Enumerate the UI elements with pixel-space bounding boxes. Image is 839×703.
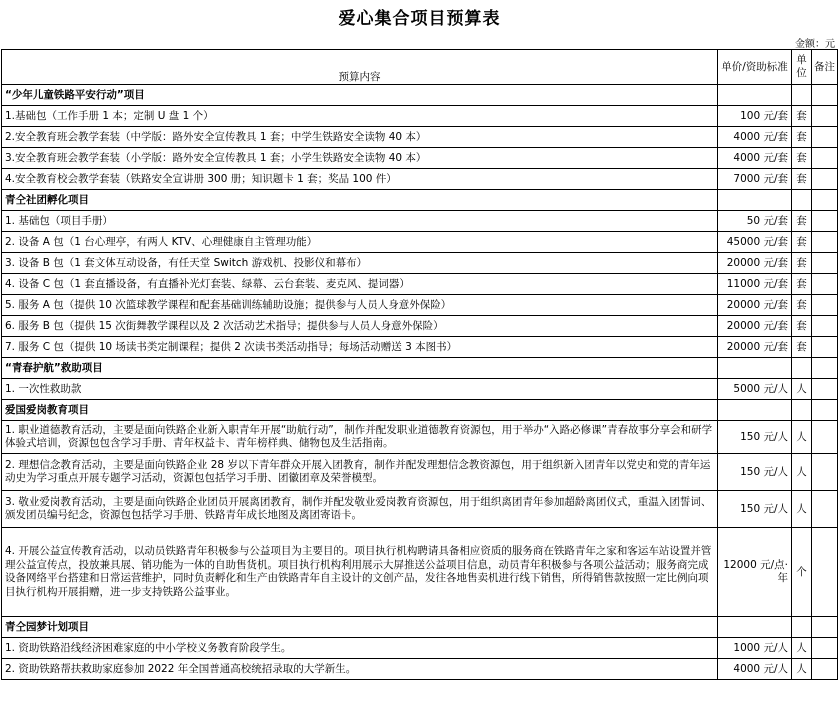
item-description: 2. 资助铁路帮扶救助家庭参加 2022 年全国普通高校统招录取的大学新生。 xyxy=(2,659,718,680)
table-row xyxy=(2,148,838,169)
item-price: 20000 元/套 xyxy=(718,316,792,337)
section-title: 青仝社团孵化项目 xyxy=(2,190,718,211)
item-remark xyxy=(812,638,838,659)
section-row xyxy=(2,617,838,638)
section-row xyxy=(2,85,838,106)
table-row xyxy=(2,106,838,127)
item-unit: 套 xyxy=(792,337,812,358)
item-description: 4.安全教育校会教学套装（铁路安全宣讲册 300 册；知识题卡 1 套；奖品 100 件） xyxy=(2,169,718,190)
item-description: 1.基础包（工作手册 1 本；定制 U 盘 1 个） xyxy=(2,106,718,127)
item-remark xyxy=(812,274,838,295)
item-price: 5000 元/人 xyxy=(718,379,792,400)
document-title: 爱心集合项目预算表 xyxy=(338,9,501,29)
table-row xyxy=(2,253,838,274)
item-price: 150 元/人 xyxy=(718,491,792,528)
item-remark xyxy=(812,454,838,491)
item-price: 150 元/人 xyxy=(718,421,792,454)
table-row xyxy=(2,316,838,337)
item-unit: 套 xyxy=(792,106,812,127)
item-unit: 人 xyxy=(792,638,812,659)
item-remark xyxy=(812,127,838,148)
item-unit: 套 xyxy=(792,127,812,148)
table-header-row xyxy=(2,50,838,85)
item-remark xyxy=(812,659,838,680)
item-remark xyxy=(812,400,838,421)
item-remark xyxy=(812,232,838,253)
item-price: 45000 元/套 xyxy=(718,232,792,253)
item-remark xyxy=(812,491,838,528)
item-description: 3. 敬业爱岗教育活动，主要是面向铁路企业团员开展离团教育，制作并配发敬业爱岗教育资源包，用于组织离团青年参加超龄离团仪式，重温入团誓词、颁发团员编号纪念，资源包包括学习手册、铁路青年成长地图及离团寄语卡。 xyxy=(2,491,718,528)
item-unit: 套 xyxy=(792,169,812,190)
item-unit xyxy=(792,617,812,638)
item-description: 1. 职业道德教育活动，主要是面向铁路企业新入职青年开展“助航行动”，制作并配发职业道德教育资源包，用于举办“入路必修课”青春故事分享会和研学体验式培训，资源包包含学习手册、青年权益卡、青年榜样典、储物包及生活指南。 xyxy=(2,421,718,454)
item-description: 7. 服务 C 包（提供 10 场读书类定制课程；提供 2 次读书类活动指导；每场活动赠送 3 本图书） xyxy=(2,337,718,358)
item-price: 7000 元/套 xyxy=(718,169,792,190)
item-remark xyxy=(812,528,838,617)
table-row xyxy=(2,491,838,528)
item-remark xyxy=(812,148,838,169)
item-price: 11000 元/套 xyxy=(718,274,792,295)
item-price: 4000 元/套 xyxy=(718,127,792,148)
item-remark xyxy=(812,253,838,274)
item-unit xyxy=(792,400,812,421)
table-row xyxy=(2,659,838,680)
header-price: 单价/资助标准 xyxy=(718,50,792,85)
item-remark xyxy=(812,358,838,379)
item-price: 1000 元/人 xyxy=(718,638,792,659)
item-unit: 人 xyxy=(792,379,812,400)
item-description: 4. 开展公益宣传教育活动，以动员铁路青年积极参与公益项目为主要目的。项目执行机构聘请具备相应资质的服务商在铁路青年之家和客运车站设置并管理公益宣传点，投放兼具展、销功能为一体的自助售货机。项目执行机构利用展示大屏推送公益项目信息，动员青年积极参与各项公益活动；服务商完成设备网络平台搭建和日常运营维护，同时负责孵化和生产由铁路青年自主设计的文创产品，发往各地售卖机进行线下销售，所得销售款按照一定比例向项目执行机构开展捐赠，进一步支持铁路公益事业。 xyxy=(2,528,718,617)
table-row xyxy=(2,211,838,232)
item-price: 20000 元/套 xyxy=(718,253,792,274)
table-row xyxy=(2,454,838,491)
amount-unit-label: 金额：元 xyxy=(795,39,835,50)
item-remark xyxy=(812,295,838,316)
item-unit: 人 xyxy=(792,659,812,680)
item-unit: 人 xyxy=(792,421,812,454)
item-description: 1. 资助铁路沿线经济困难家庭的中小学校义务教育阶段学生。 xyxy=(2,638,718,659)
item-unit: 套 xyxy=(792,274,812,295)
table-row xyxy=(2,528,838,617)
item-price xyxy=(718,617,792,638)
table-row xyxy=(2,337,838,358)
item-unit: 个 xyxy=(792,528,812,617)
item-price xyxy=(718,85,792,106)
item-description: 1. 一次性救助款 xyxy=(2,379,718,400)
item-unit: 人 xyxy=(792,491,812,528)
budget-table xyxy=(1,49,838,680)
item-description: 2.安全教育班会教学套装（中学版：路外安全宣传教具 1 套；中学生铁路安全读物 40 本） xyxy=(2,127,718,148)
item-price: 20000 元/套 xyxy=(718,295,792,316)
item-unit: 套 xyxy=(792,211,812,232)
table-row xyxy=(2,421,838,454)
item-remark xyxy=(812,316,838,337)
budget-table-body xyxy=(2,50,838,680)
item-remark xyxy=(812,421,838,454)
item-remark xyxy=(812,190,838,211)
item-unit: 套 xyxy=(792,253,812,274)
item-remark xyxy=(812,85,838,106)
section-row xyxy=(2,358,838,379)
section-title: 青仝园梦计划项目 xyxy=(2,617,718,638)
section-title: “青春护航”救助项目 xyxy=(2,358,718,379)
table-row xyxy=(2,127,838,148)
item-remark xyxy=(812,379,838,400)
header-unit: 单位 xyxy=(792,50,812,85)
item-unit xyxy=(792,190,812,211)
item-price xyxy=(718,400,792,421)
item-remark xyxy=(812,169,838,190)
header-remark: 备注 xyxy=(812,50,838,85)
item-unit: 套 xyxy=(792,148,812,169)
item-price: 4000 元/套 xyxy=(718,148,792,169)
item-price: 4000 元/人 xyxy=(718,659,792,680)
item-description: 1. 基础包（项目手册） xyxy=(2,211,718,232)
item-description: 4. 设备 C 包（1 套直播设备，有直播补光灯套装、绿幕、云台套装、麦克风、提词器） xyxy=(2,274,718,295)
table-row xyxy=(2,295,838,316)
section-row xyxy=(2,400,838,421)
item-description: 3. 设备 B 包（1 套文体互动设备，有任天堂 Switch 游戏机、投影仪和幕布） xyxy=(2,253,718,274)
item-price: 100 元/套 xyxy=(718,106,792,127)
item-description: 3.安全教育班会教学套装（小学版：路外安全宣传教具 1 套；小学生铁路安全读物 40 本） xyxy=(2,148,718,169)
item-description: 6. 服务 B 包（提供 15 次街舞教学课程以及 2 次活动艺术指导；提供参与人员人身意外保险） xyxy=(2,316,718,337)
item-description: 2. 理想信念教育活动，主要是面向铁路企业 28 岁以下青年群众开展入团教育，制作并配发理想信念教资源包，用于组织新入团青年以党史和党的青年运动史为学习重点开展专题学习活动，资源包包括学习手册、团徽团章及荣誉模型。 xyxy=(2,454,718,491)
table-row xyxy=(2,638,838,659)
table-row xyxy=(2,274,838,295)
table-row xyxy=(2,232,838,253)
table-row xyxy=(2,169,838,190)
item-remark xyxy=(812,337,838,358)
item-price: 20000 元/套 xyxy=(718,337,792,358)
item-price xyxy=(718,190,792,211)
item-description: 5. 服务 A 包（提供 10 次篮球教学课程和配套基础训练辅助设施；提供参与人员人身意外保险） xyxy=(2,295,718,316)
item-unit: 套 xyxy=(792,232,812,253)
item-unit xyxy=(792,85,812,106)
table-row xyxy=(2,379,838,400)
item-unit xyxy=(792,358,812,379)
item-price xyxy=(718,358,792,379)
item-unit: 套 xyxy=(792,316,812,337)
section-row xyxy=(2,190,838,211)
header-content: 预算内容 xyxy=(2,50,718,85)
item-unit: 人 xyxy=(792,454,812,491)
item-description: 2. 设备 A 包（1 台心理亭，有两人 KTV、心理健康自主管理功能） xyxy=(2,232,718,253)
item-remark xyxy=(812,211,838,232)
item-price: 50 元/套 xyxy=(718,211,792,232)
item-unit: 套 xyxy=(792,295,812,316)
item-price: 12000 元/点·年 xyxy=(718,528,792,617)
section-title: 爱国爱岗教育项目 xyxy=(2,400,718,421)
item-price: 150 元/人 xyxy=(718,454,792,491)
section-title: “少年儿童铁路平安行动”项目 xyxy=(2,85,718,106)
item-remark xyxy=(812,617,838,638)
item-remark xyxy=(812,106,838,127)
